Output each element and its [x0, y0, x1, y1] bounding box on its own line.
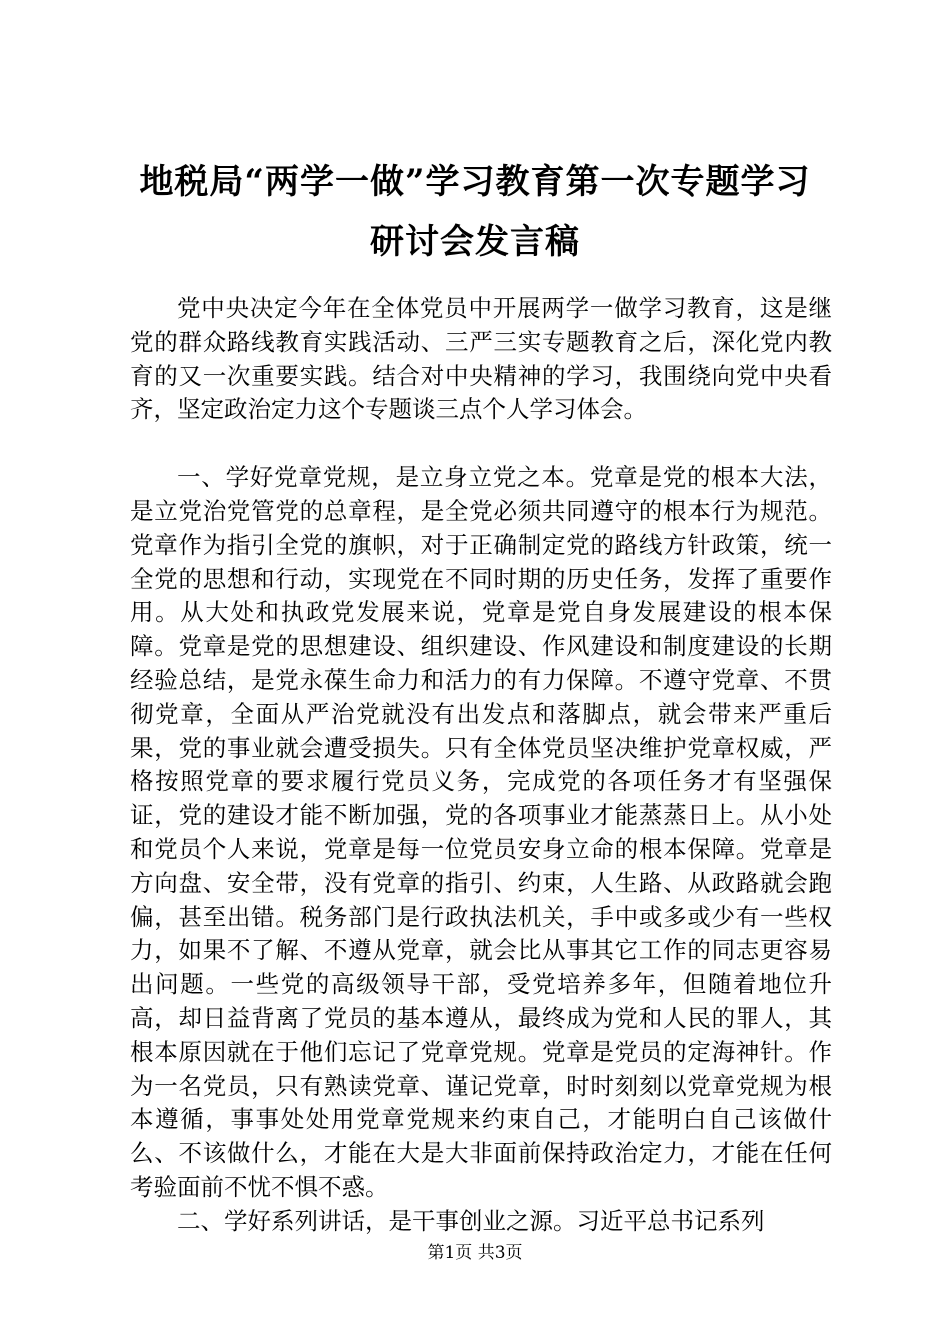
page-number-footer: 第1页 共3页 — [427, 1243, 523, 1263]
document-title-line-1: 地税局“两学一做”学习教育第一次专题学习 — [139, 162, 811, 202]
paragraph-section-2: 二、学好系列讲话，是干事创业之源。习近平总书记系列 — [177, 1206, 765, 1235]
paragraph-section-1: 一、学好党章党规，是立身立党之本。党章是党的根本大法，是立党治党管党的总章程，是全党必须共同遵守的根本行为规范。党章作为指引全党的旗帜，对于正确制定党的路线方针政策，统一全党的思想和行动，实现党在不同时期的历史任务，发挥了重要作用。从大处和执政党发展来说，党章是党自身发展建设的根本保障。党章是党的思想建设、组织建设、作风建设和制度建设的长期经验总结，是党永葆生命力和活力的有力保障。不遵守党章、不贯彻党章，全面从严治党就没有出发点和落脚点，就会带来严重后果，党的事业就会遭受损失。只有全体党员坚决维护党章权威，严格按照党章的要求履行党员义务，完成党的各项任务才有坚强保证，党的建设才能不断加强，党的各项事业才能蒸蒸日上。从小处和党员个人来说，党章是每一位党员安身立命的根本保障。党章是方向盘、安全带，没有党章的指引、约束，人生路、从政路就会跑偏，甚至出错。税务部门是行政执法机关，手中或多或少有一些权力，如果不了解、不遵从党章，就会比从事其它工作的同志更容易出问题。一些党的高级领导干部，受党培养多年，但随着地位升高，却日益背离了党员的基本遵从，最终成为党和人民的罪人，其根本原因就在于他们忘记了党章党规。党章是党员的定海神针。作为一名党员，只有熟读党章、谨记党章，时时刻刻以党章党规为根本遵循，事事处处用党章党规来约束自己，才能明白自己该做什么、不该做什么，才能在大是大非面前保持政治定力，才能在任何考验面前不忧不惧不惑。 — [130, 463, 832, 1201]
paragraph-intro: 党中央决定今年在全体党员中开展两学一做学习教育，这是继党的群众路线教育实践活动、三严三实专题教育之后，深化党内教育的又一次重要实践。结合对中央精神的学习，我围绕向党中央看齐，坚定政治定力这个专题谈三点个人学习体会。 — [130, 294, 832, 424]
document-title-line-2: 研讨会发言稿 — [370, 222, 580, 262]
document-body — [130, 292, 832, 1239]
